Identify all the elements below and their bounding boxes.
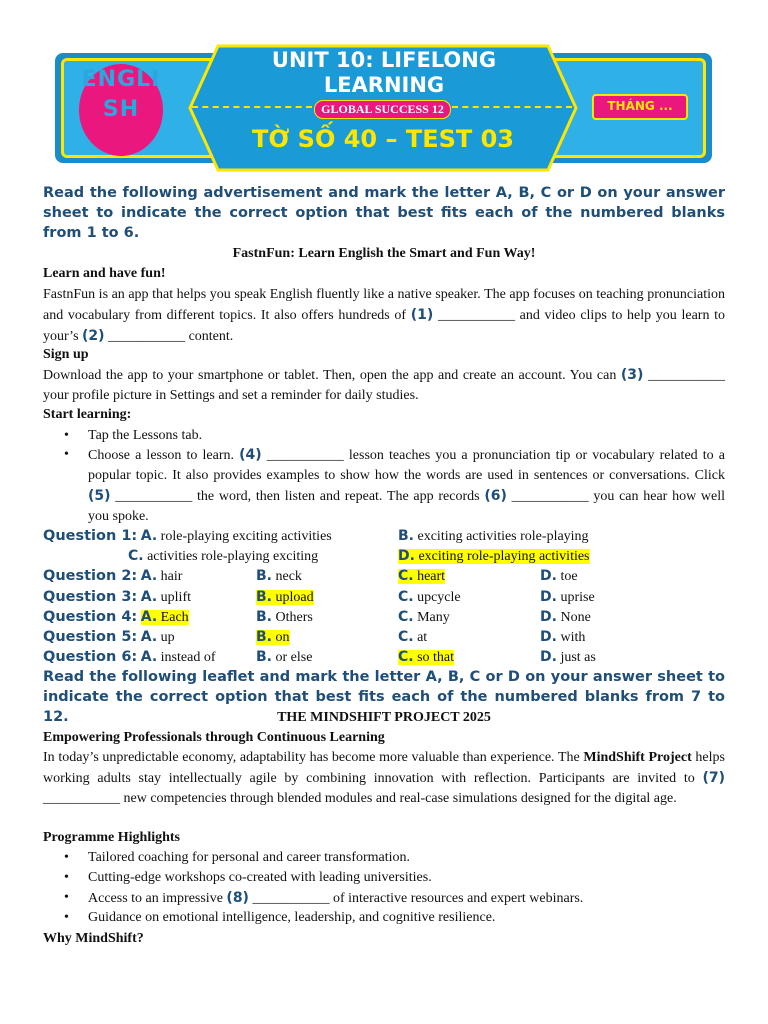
bullet-dot: • <box>64 870 69 885</box>
question-4-option-d: D. None <box>540 609 591 625</box>
test-title: TỜ SỐ 40 – TEST 03 <box>251 125 515 153</box>
section1-instruction: Read the following advertisement and mark the letter A, B, C or D on your answer sheet to indicate the correct option that best fits each of the numbered blanks from 1 to 6. <box>43 185 725 241</box>
divider-right <box>452 106 572 108</box>
question-1-option-c: C. activities role-playing exciting <box>128 548 319 564</box>
section1-paragraph2: Download the app to your smartphone or tablet. Then, open the app and create an account. You can (3) ___________ your profile picture in Settings and set a reminder for daily studies. <box>43 367 726 403</box>
section2-paragraph1: In today’s unpredictable economy, adaptability has become more valuable than experience. The MindShift Project helps working adults stay intellectually agile by combining innovation with reflection. Participants are invited to (7) ___________ new competencies through blended modules and real-case simulations designed for the digital age. <box>43 750 725 806</box>
question-3-option-d: D. uprise <box>540 589 595 605</box>
question-6-option-d: D. just as <box>540 649 596 665</box>
question-4: Question 4: A. Each <box>43 609 189 625</box>
bullet-dot: • <box>64 428 69 443</box>
question-6: Question 6: A. instead of <box>43 649 216 665</box>
bullet-access-resources: Access to an impressive (8) ___________ of interactive resources and expert webinars. <box>88 890 584 906</box>
question-6-option-c: C. so that <box>398 649 455 665</box>
question-2-option-b: B. neck <box>256 568 302 584</box>
bullet-dot: • <box>64 850 69 865</box>
bullet-dot: • <box>64 447 69 462</box>
question-2-option-c: C. heart <box>398 568 446 584</box>
bullet-workshops: Cutting-edge workshops co-created with leading universities. <box>88 870 432 885</box>
question-2-option-d: D. toe <box>540 568 578 584</box>
question-5: Question 5: A. up <box>43 629 175 645</box>
heading-learn-and-have-fun: Learn and have fun! <box>43 266 166 281</box>
question-2: Question 2: A. hair <box>43 568 183 584</box>
question-5-option-b: B. on <box>256 629 290 645</box>
bullet-choose-lesson: Choose a lesson to learn. (4) ___________ lesson teaches you a pronunciation tip or vocabulary related to a popular topic. It also provides examples to show how the words are used in sentences or conversations. Click (5) ___________ the word, then listen and repeat. The app records (6) ___________ you can hear how well you spoke. <box>88 447 726 524</box>
section2-instruction: Read the following leaflet and mark the letter A, B, C or D on your answer sheet to indicate the correct option that best fits each of the numbered blanks from 7 to 12. <box>43 669 725 725</box>
heading-why-mindshift: Why MindShift? <box>43 931 144 946</box>
question-1-option-d: D. exciting role-playing activities <box>398 548 590 564</box>
section1-paragraph1: FastnFun is an app that helps you speak English fluently like a native speaker. The app focuses on teaching pronunciation and vocabulary from different topics. It also offers hundreds of (1) ___________ and video clips to help you learn to your’s (2) ___________ content. <box>43 287 726 344</box>
section1-title: FastnFun: Learn English the Smart and Fun Way! <box>232 246 536 261</box>
question-4-option-b: B. Others <box>256 609 313 625</box>
unit-title: UNIT 10: LIFELONG LEARNING <box>271 48 497 97</box>
heading-start-learning: Start learning: <box>43 407 132 422</box>
bullet-tailored-coaching: Tailored coaching for personal and career transformation. <box>88 850 411 865</box>
question-3-option-c: C. upcycle <box>398 589 461 605</box>
divider-left <box>192 106 312 108</box>
bullet-dot: • <box>64 890 69 905</box>
bullet-tap-lessons: Tap the Lessons tab. <box>88 428 203 443</box>
bullet-dot: • <box>64 910 69 925</box>
question-4-option-c: C. Many <box>398 609 450 625</box>
question-6-option-b: B. or else <box>256 649 313 665</box>
month-pill: THÁNG ... <box>592 94 688 120</box>
subtitle-pill: GLOBAL SUCCESS 12 <box>314 100 451 119</box>
question-1: Question 1: A. role-playing exciting activities <box>43 528 332 544</box>
question-3: Question 3: A. uplift <box>43 589 192 605</box>
english-badge-text: ENGLISH <box>81 67 161 122</box>
question-5-option-d: D. with <box>540 629 586 645</box>
heading-sign-up: Sign up <box>43 347 89 362</box>
section2-title: THE MINDSHIFT PROJECT 2025 <box>277 710 491 725</box>
bullet-guidance: Guidance on emotional intelligence, leadership, and cognitive resilience. <box>88 910 496 925</box>
question-1-option-b: B. exciting activities role-playing <box>398 528 589 544</box>
heading-programme-highlights: Programme Highlights <box>43 830 181 845</box>
question-3-option-b: B. upload <box>256 589 314 605</box>
heading-empowering: Empowering Professionals through Continuous Learning <box>43 730 385 745</box>
question-5-option-c: C. at <box>398 629 428 645</box>
